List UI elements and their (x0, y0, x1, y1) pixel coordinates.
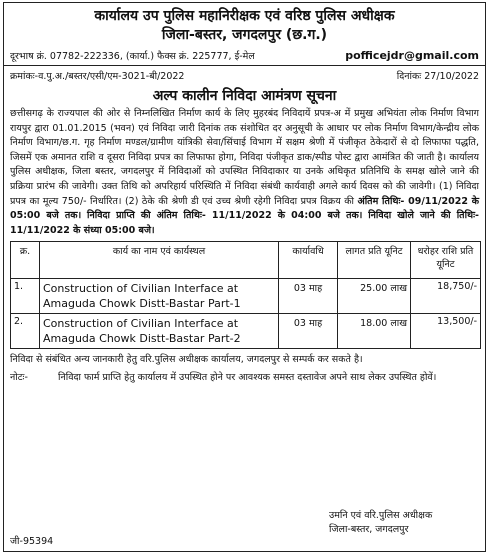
office-location: जिला-बस्तर, जगदलपुर (छ.ग.) (161, 27, 328, 43)
row-deposit: 18,750/- (411, 279, 481, 314)
col-deposit: धरोहर राशि प्रति यूनिट (411, 242, 481, 279)
sale-deadline: अंतिम तिथिः- 09/11/2022 के 05:00 बजे तक। (10, 195, 480, 222)
row-cost: 18.00 लाख (338, 314, 411, 349)
email-address: pofficejdr@gmail.com (345, 49, 479, 62)
notice-title: अल्प कालीन निविदा आमंत्रण सूचना (152, 88, 337, 104)
reference-number: क्रमांकः-व.पु.अ./बस्तर/एसी/एम-3021-बी/2022 (10, 71, 185, 82)
col-period: कार्यावधि (279, 242, 338, 279)
notice-body (4, 105, 485, 238)
signature-block (329, 509, 432, 537)
opening-date: निविदा खोले जाने की तिथिः- 11/11/2022 के संध्या 05:00 बजे। (10, 210, 479, 236)
row-work: Construction of Civilian Interface at Amaguda Chowk Distt-Bastar Part-2 (40, 314, 279, 349)
table-header-row (11, 242, 481, 279)
signature-location: जिला-बस्तर, जगदलपुर (329, 524, 409, 535)
row-cost: 25.00 लाख (338, 279, 411, 314)
contact-info: निविदा से संबंधित अन्य जानकारी हेतु वरि.पुलिस अधीक्षक कार्यालय, जगदलपुर से सम्पर्क कर सकते है। (10, 354, 363, 366)
tender-notice (3, 2, 486, 552)
reference-row (4, 66, 485, 82)
row-sno: 1. (11, 279, 40, 314)
row-deposit: 13,500/- (411, 314, 481, 349)
row-period: 03 माह (279, 279, 338, 314)
row-work: Construction of Civilian Interface at Amaguda Chowk Distt-Bastar Part-1 (40, 279, 279, 314)
row-sno: 2. (11, 314, 40, 349)
reference-date: दिनांकः 27/10/2022 (396, 71, 479, 82)
note-text: निविदा फार्म प्राप्ति हेतु कार्यालय में उपस्थित होने पर आवश्यक समस्त दस्तावेज अपने साथ लेकर उपस्थित होवें। (58, 372, 437, 384)
row-period: 03 माह (279, 314, 338, 349)
col-sno: क्र. (11, 242, 40, 279)
col-cost: लागत प्रति यूनिट (338, 242, 411, 279)
release-code: जी-95394 (10, 536, 54, 547)
office-title: कार्यालय उप पुलिस महानिरीक्षक एवं वरिष्ठ पुलिस अधीक्षक (94, 8, 395, 24)
signature-title: उमनि एवं वरि.पुलिस अधीक्षक (329, 510, 433, 521)
notice-intro: छत्तीसगढ़ के राज्यपाल की ओर से निम्नलिखित निर्माण कार्य के लिए मुहरबंद निविदायें प्रपत्र-अ में प्रमुख अभियंता लोक निर्माण विभाग रायपुर द्वारा 01.01.2015 (भवन) एवं निविदा जारी दिनांक तक संशोधित दर अनुसूची के आधार पर लोक निर्माण विभाग/केन्द्रीय लोक निर्माण विभाग/छ.ग. गृह निर्माण मण्डल/ग्रामीण यांत्रिकी सेवा/सिंचाई विभाग में सक्षम श्रेणी में पंजीकृत ठेकेदारों से दो लिफाफा पद्धति, जिसमें एक अमानत राशि व दूसरा निविदा प्रपत्र का लिफाफा होगा, निविदा पंजीकृत डाक/स्पीड पोस्ट द्वारा आमंत्रित की जाती है। कार्यालय पुलिस अधीक्षक, जिला बस्तर, जगदलपुर में निविदाओं को उपस्थित निविदाकार या उनके अधिकृत प्रतिनिधि के समक्ष खोले जाने की प्रक्रिया प्रारंभ की जावेगी। उक्त तिथि को अपरिहार्य परिस्थिति में निविदा संबंधी कार्यवाही अगले कार्य दिवस को की जावेगी। (1) निविदा प्रपत्र का मूल्य 750/- निर्धारित। (2) ठेके की श्रेणी डी एवं उच्च श्रेणी रहेगी निविदा प्रपत्र विक्रय की (10, 108, 479, 207)
receipt-deadline: निविदा प्राप्ति की अंतिम तिथिः- 11/11/2022 के 04:00 बजे तक। (87, 210, 363, 222)
phone-fax-text: दूरभाष क्रं. 07782-222336, (कार्या.) फैक्स क्रं. 225777, ई-मेल (10, 51, 255, 62)
table-row (11, 279, 481, 314)
col-work: कार्य का नाम एवं कार्यस्थल (40, 242, 279, 279)
tender-table (10, 241, 481, 349)
note (4, 365, 485, 385)
contact-row (4, 45, 485, 62)
table-row (11, 314, 481, 349)
note-label: नोटः- (10, 372, 28, 384)
